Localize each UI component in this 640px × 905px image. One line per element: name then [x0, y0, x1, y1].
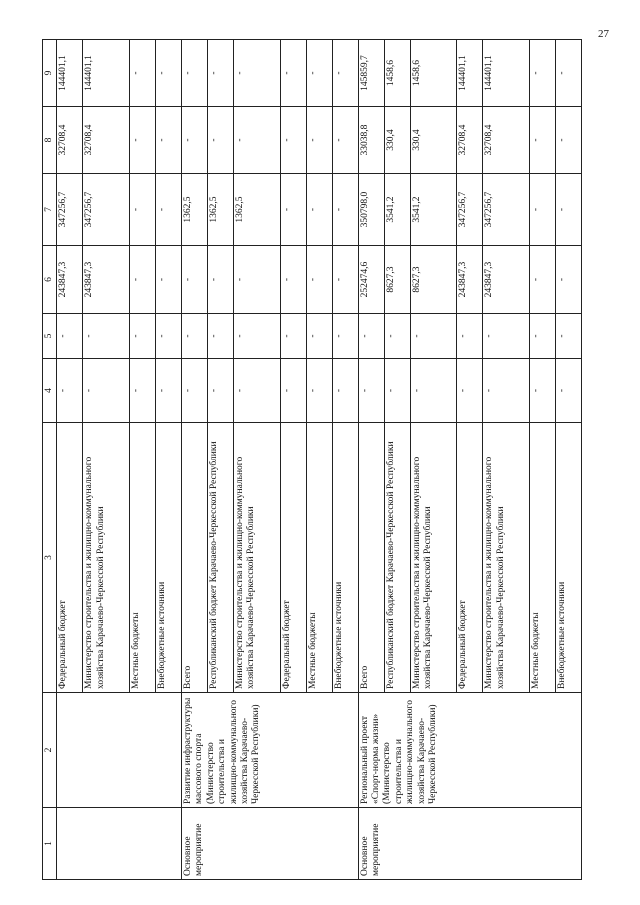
table-cell: - [332, 314, 358, 359]
table-cell: - [207, 359, 233, 423]
table-cell: - [332, 174, 358, 246]
table-cell: - [233, 246, 280, 314]
table-cell: 1362,5 [207, 174, 233, 246]
table-cell: - [57, 359, 83, 423]
table-cell: - [233, 40, 280, 107]
table-cell: 3541,2 [410, 174, 457, 246]
source-label: Внебюджетные источники [332, 423, 358, 693]
table-cell: - [306, 246, 332, 314]
activity-type: Основное мероприятие [181, 808, 358, 880]
col-header-3: 3 [43, 423, 57, 693]
col-header-7: 7 [43, 174, 57, 246]
table-cell: - [555, 174, 581, 246]
table-cell: 8627,3 [384, 246, 410, 314]
table-cell: 252474,6 [358, 246, 384, 314]
table-cell: - [332, 40, 358, 107]
table-cell: 330,4 [384, 107, 410, 174]
table-cell: - [155, 107, 181, 174]
activity-name: Региональный проект «Спорт-норма жизни» (Министерство строительства и жилищно-коммунального хозяйства Карачаево-Черкесской Республики) [358, 693, 581, 808]
source-label: Федеральный бюджет [280, 423, 306, 693]
table-cell: - [358, 359, 384, 423]
source-label: Федеральный бюджет [57, 423, 83, 693]
table-cell: 1362,5 [233, 174, 280, 246]
table-cell: - [280, 40, 306, 107]
table-cell: - [233, 314, 280, 359]
table-cell: - [410, 359, 457, 423]
table-cell: - [155, 40, 181, 107]
col-header-1: 1 [43, 808, 57, 880]
table-cell: - [306, 174, 332, 246]
table-cell: - [207, 246, 233, 314]
table-cell: - [457, 314, 483, 359]
table-cell: 144401,1 [457, 40, 483, 107]
table-cell: 347256,7 [483, 174, 530, 246]
activity-type: Основное мероприятие [358, 808, 581, 880]
cell-empty [57, 693, 182, 808]
table-cell: 33038,8 [358, 107, 384, 174]
table-cell: - [555, 246, 581, 314]
table-cell: - [529, 107, 555, 174]
table-cell: - [207, 314, 233, 359]
source-label: Местные бюджеты [529, 423, 555, 693]
table-cell: - [483, 359, 530, 423]
table-cell: 347256,7 [83, 174, 130, 246]
table-cell: 32708,4 [483, 107, 530, 174]
table-row [358, 40, 384, 880]
table-cell: - [207, 107, 233, 174]
table-cell: - [555, 40, 581, 107]
table-cell: 145859,7 [358, 40, 384, 107]
table-cell: - [483, 314, 530, 359]
table-cell: - [129, 174, 155, 246]
source-label: Министерство строительства и жилищно-коммунального хозяйства Карачаево-Черкесской Республики [483, 423, 530, 693]
table-cell: 243847,3 [457, 246, 483, 314]
table-cell: - [410, 314, 457, 359]
table-cell: 243847,3 [83, 246, 130, 314]
table-cell: - [83, 359, 130, 423]
table-cell: 1362,5 [181, 174, 207, 246]
table-cell: - [529, 359, 555, 423]
source-label: Федеральный бюджет [457, 423, 483, 693]
table-cell: - [181, 314, 207, 359]
col-header-2: 2 [43, 693, 57, 808]
source-label: Всего [358, 423, 384, 693]
table-cell: - [129, 40, 155, 107]
table-cell: - [280, 174, 306, 246]
table-cell: - [129, 246, 155, 314]
budget-table [42, 39, 582, 880]
col-header-9: 9 [43, 40, 57, 107]
table-cell: - [384, 359, 410, 423]
header-row [43, 40, 57, 880]
source-label: Внебюджетные источники [555, 423, 581, 693]
table-cell: - [555, 314, 581, 359]
table-cell: - [529, 246, 555, 314]
table-cell: - [207, 40, 233, 107]
table-cell: - [332, 359, 358, 423]
table-cell: 32708,4 [83, 107, 130, 174]
table-cell: 1458,6 [410, 40, 457, 107]
col-header-8: 8 [43, 107, 57, 174]
table-cell: 32708,4 [457, 107, 483, 174]
table-cell: - [280, 246, 306, 314]
table-cell: - [332, 246, 358, 314]
table-cell: - [529, 314, 555, 359]
table-row [57, 40, 83, 880]
table-cell: - [306, 107, 332, 174]
table-cell: - [233, 359, 280, 423]
table-cell: - [280, 359, 306, 423]
source-label: Местные бюджеты [129, 423, 155, 693]
table-cell: - [280, 107, 306, 174]
table-cell: - [306, 314, 332, 359]
table-cell: - [155, 314, 181, 359]
col-header-5: 5 [43, 314, 57, 359]
table-cell: - [181, 359, 207, 423]
table-cell: - [555, 359, 581, 423]
source-label: Республиканский бюджет Карачаево-Черкесской Республики [384, 423, 410, 693]
table-cell: 144401,1 [57, 40, 83, 107]
col-header-4: 4 [43, 359, 57, 423]
source-label: Внебюджетные источники [155, 423, 181, 693]
table-cell: - [529, 174, 555, 246]
table-cell: - [129, 359, 155, 423]
source-label: Местные бюджеты [306, 423, 332, 693]
cell-empty [57, 808, 182, 880]
page-number: 27 [598, 28, 609, 40]
table-cell: - [129, 314, 155, 359]
table-cell: 243847,3 [57, 246, 83, 314]
table-cell: 347256,7 [57, 174, 83, 246]
table-cell: - [306, 359, 332, 423]
table-cell: 347256,7 [457, 174, 483, 246]
table-cell: - [129, 107, 155, 174]
table-cell: 1458,6 [384, 40, 410, 107]
table-cell: 32708,4 [57, 107, 83, 174]
table-cell: - [155, 246, 181, 314]
table-cell: 8627,3 [410, 246, 457, 314]
table-cell: - [181, 246, 207, 314]
table-cell: - [83, 314, 130, 359]
source-label: Министерство строительства и жилищно-коммунального хозяйства Карачаево-Черкесской Республики [83, 423, 130, 693]
table-cell: - [306, 40, 332, 107]
table-cell: 243847,3 [483, 246, 530, 314]
table-container [42, 40, 582, 880]
source-label: Министерство строительства и жилищно-коммунального хозяйства Карачаево-Черкесской Республики [233, 423, 280, 693]
source-label: Республиканский бюджет Карачаево-Черкесской Республики [207, 423, 233, 693]
source-label: Всего [181, 423, 207, 693]
table-cell: 144401,1 [83, 40, 130, 107]
rotated-table [42, 40, 582, 880]
table-cell: - [280, 314, 306, 359]
activity-name: Развитие инфраструктуры массового спорта (Министерство строительства и жилищно-коммунального хозяйства Карачаево-Черкесской Республики) [181, 693, 358, 808]
table-cell: - [181, 40, 207, 107]
table-cell: - [457, 359, 483, 423]
table-cell: - [384, 314, 410, 359]
table-cell: 144401,1 [483, 40, 530, 107]
table-cell: - [332, 107, 358, 174]
table-cell: - [181, 107, 207, 174]
col-header-6: 6 [43, 246, 57, 314]
table-cell: - [529, 40, 555, 107]
table-cell: - [155, 359, 181, 423]
table-row [181, 40, 207, 880]
table-cell: - [555, 107, 581, 174]
table-cell: - [57, 314, 83, 359]
table-cell: - [155, 174, 181, 246]
table-cell: 330,4 [410, 107, 457, 174]
table-cell: 350798,0 [358, 174, 384, 246]
table-cell: 3541,2 [384, 174, 410, 246]
table-cell: - [358, 314, 384, 359]
table-cell: - [233, 107, 280, 174]
source-label: Министерство строительства и жилищно-коммунального хозяйства Карачаево-Черкесской Республики [410, 423, 457, 693]
